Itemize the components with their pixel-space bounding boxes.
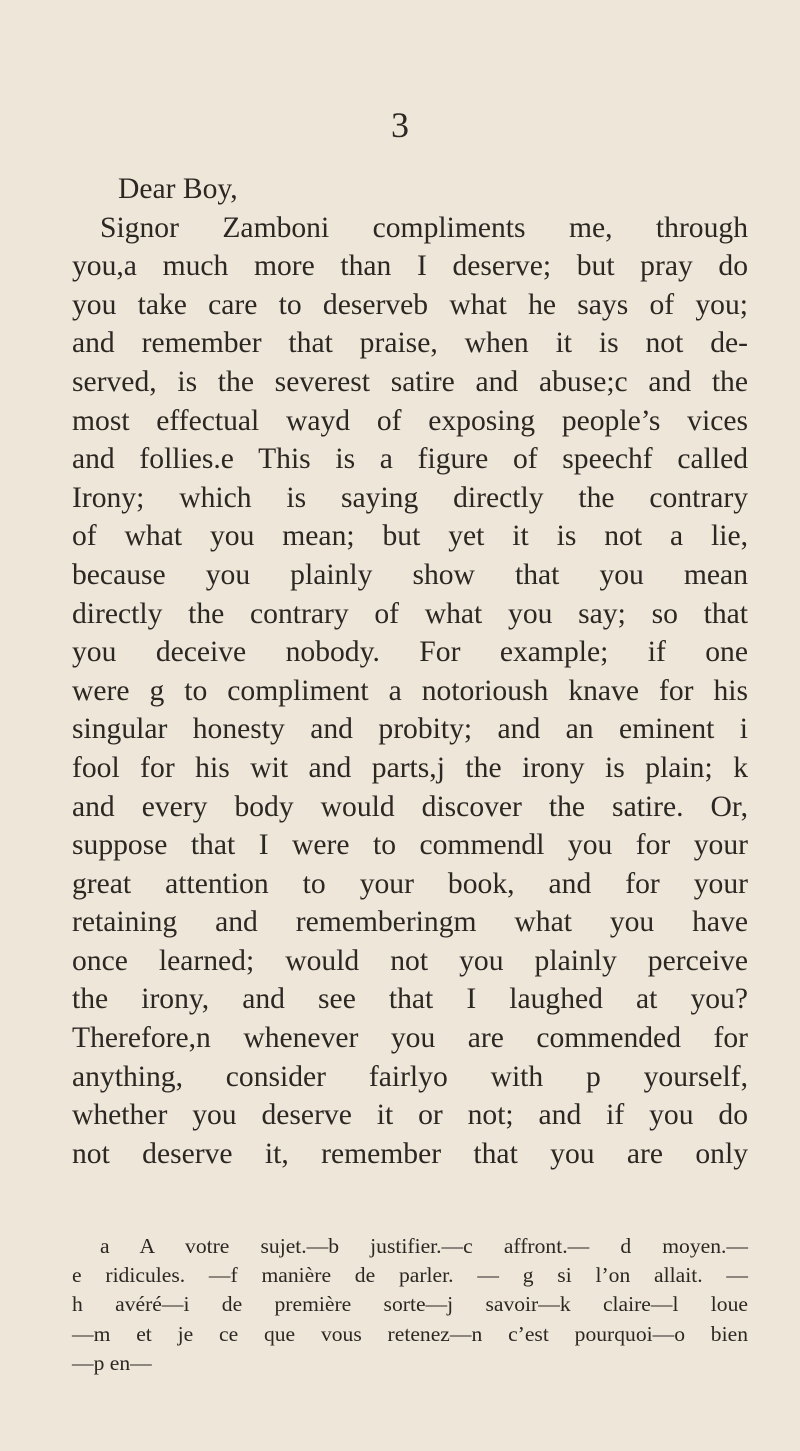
text-line: and remember that praise, when it is not de- bbox=[72, 327, 748, 360]
text-line: singular honesty and probity; and an eminent i bbox=[72, 713, 748, 746]
text-line: the irony, and see that I laughed at you? bbox=[72, 983, 748, 1016]
text-line: were g to compliment a notorioush knave for his bbox=[72, 674, 748, 707]
text-line: not deserve it, remember that you are only bbox=[72, 1137, 748, 1170]
text-line: Irony; which is saying directly the contrary bbox=[72, 481, 748, 514]
text-line: of what you mean; but yet it is not a lie, bbox=[72, 520, 748, 553]
footnote-line: h avéré—i de première sorte—j savoir—k claire—l loue bbox=[72, 1292, 748, 1317]
text-line: retaining and rememberingm what you have bbox=[72, 906, 748, 939]
text-line: fool for his wit and parts,j the irony is plain; k bbox=[72, 751, 748, 784]
text-line: once learned; would not you plainly perceive bbox=[72, 944, 748, 977]
footnote-line: —m et je ce que vous retenez—n c’est pourquoi—o bien bbox=[72, 1321, 748, 1346]
footnote-line: e ridicules. —f manière de parler. — g si l’on allait. — bbox=[72, 1263, 748, 1288]
text-line: Signor Zamboni compliments me, through bbox=[100, 211, 748, 244]
footnotes bbox=[72, 1232, 748, 1378]
text-line: you,a much more than I deserve; but pray do bbox=[72, 250, 748, 283]
text-line: great attention to your book, and for your bbox=[72, 867, 748, 900]
text-line: you deceive nobody. For example; if one bbox=[72, 636, 748, 669]
text-line: Therefore,n whenever you are commended for bbox=[72, 1022, 748, 1055]
text-line: and follies.e This is a figure of speechf called bbox=[72, 443, 748, 476]
text-line: suppose that I were to commendl you for your bbox=[72, 829, 748, 862]
text-line: you take care to deserveb what he says of you; bbox=[72, 288, 748, 321]
page-number: 3 bbox=[391, 105, 409, 145]
text-line: served, is the severest satire and abuse;c and the bbox=[72, 365, 748, 398]
footnote-line: —p en— bbox=[72, 1350, 152, 1375]
salutation: Dear Boy, bbox=[118, 173, 238, 205]
footnote-line: a A votre sujet.—b justifier.—c affront.— d moyen.— bbox=[100, 1234, 748, 1258]
text-line: most effectual wayd of exposing people’s vices bbox=[72, 404, 748, 437]
letter-body bbox=[72, 170, 748, 1173]
text-line: directly the contrary of what you say; so that bbox=[72, 597, 748, 630]
text-line: because you plainly show that you mean bbox=[72, 558, 748, 591]
text-line: anything, consider fairlyo with p yourself, bbox=[72, 1060, 748, 1093]
text-line: and every body would discover the satire. Or, bbox=[72, 790, 748, 823]
text-line: whether you deserve it or not; and if you do bbox=[72, 1099, 748, 1132]
